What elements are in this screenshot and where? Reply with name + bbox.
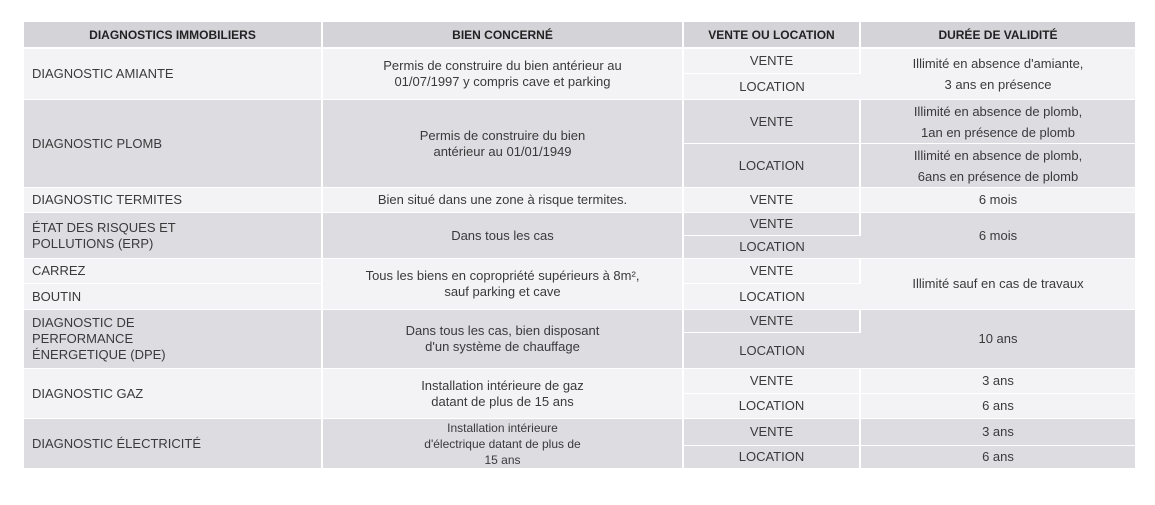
row-bien: Installation intérieure d'électrique datant de plus de 15 ans [322, 419, 683, 469]
row-bien: Permis de construire du bien antérieur au 01/01/1949 [322, 100, 683, 188]
header-vente-location: VENTE OU LOCATION [683, 22, 860, 48]
row-name: DIAGNOSTIC GAZ [24, 369, 322, 419]
row-bien: Dans tous les cas, bien disposant d'un système de chauffage [322, 310, 683, 369]
row-duree: 6 mois [860, 213, 1135, 259]
row-duree [860, 48, 1135, 100]
row-name: ÉTAT DES RISQUES ET POLLUTIONS (ERP) [24, 213, 322, 259]
duree-line: 3 ans en présence [944, 77, 1052, 92]
row-bien: Tous les biens en copropriété supérieurs à 8m², sauf parking et cave [322, 259, 683, 310]
row-duree: 6 ans [860, 394, 1135, 419]
table-row [24, 213, 1135, 236]
row-duree: Illimité sauf en cas de travaux [860, 259, 1135, 310]
row-duree: 10 ans [860, 310, 1135, 369]
table-row [24, 310, 1135, 333]
diagnostics-table [24, 22, 1135, 469]
row-bien: Bien situé dans une zone à risque termites. [322, 188, 683, 213]
row-location: LOCATION [683, 333, 860, 369]
row-name: DIAGNOSTIC AMIANTE [24, 48, 322, 100]
row-location: LOCATION [683, 284, 860, 310]
row-vente: VENTE [683, 310, 860, 333]
duree-line: Illimité en absence de plomb, [913, 147, 1083, 163]
row-name: DIAGNOSTIC DE PERFORMANCE ÉNERGETIQUE (DPE) [24, 310, 322, 369]
row-duree [860, 100, 1135, 144]
row-vente: VENTE [683, 48, 860, 74]
table-row [24, 419, 1135, 446]
row-vente: VENTE [683, 100, 860, 144]
table-row [24, 259, 1135, 284]
row-location: LOCATION [683, 144, 860, 188]
row-name: DIAGNOSTIC TERMITES [24, 188, 322, 213]
header-bien: BIEN CONCERNÉ [322, 22, 683, 48]
row-duree [860, 144, 1135, 188]
row-bien: Dans tous les cas [322, 213, 683, 259]
row-vente: VENTE [683, 369, 860, 394]
row-duree: 3 ans [860, 419, 1135, 446]
table-row [24, 100, 1135, 144]
header-duree: DURÉE DE VALIDITÉ [860, 22, 1135, 48]
duree-line: 1an en présence de plomb [921, 124, 1075, 140]
row-location: LOCATION [683, 74, 860, 100]
row-location: LOCATION [683, 394, 860, 419]
row-vente: VENTE [683, 259, 860, 284]
row-location: LOCATION [683, 446, 860, 469]
row-duree: 6 mois [860, 188, 1135, 213]
row-vente: VENTE [683, 419, 860, 446]
row-bien: Permis de construire du bien antérieur au 01/07/1997 y compris cave et parking [322, 48, 683, 100]
row-bien: Installation intérieure de gaz datant de plus de 15 ans [322, 369, 683, 419]
row-location: LOCATION [683, 236, 860, 259]
duree-line: Illimité en absence d'amiante, [912, 56, 1084, 71]
header-diagnostics: DIAGNOSTICS IMMOBILIERS [24, 22, 322, 48]
table-row [24, 369, 1135, 394]
row-duree: 6 ans [860, 446, 1135, 469]
row-vente: VENTE [683, 188, 860, 213]
table-header-row [24, 22, 1135, 48]
table-row [24, 188, 1135, 213]
row-name: DIAGNOSTIC PLOMB [24, 100, 322, 188]
row-name: BOUTIN [24, 284, 322, 310]
row-name: CARREZ [24, 259, 322, 284]
row-vente: VENTE [683, 213, 860, 236]
duree-line: Illimité en absence de plomb, [913, 103, 1083, 119]
row-duree: 3 ans [860, 369, 1135, 394]
row-name: DIAGNOSTIC ÉLECTRICITÉ [24, 419, 322, 469]
duree-line: 6ans en présence de plomb [917, 168, 1079, 184]
table-row [24, 48, 1135, 74]
